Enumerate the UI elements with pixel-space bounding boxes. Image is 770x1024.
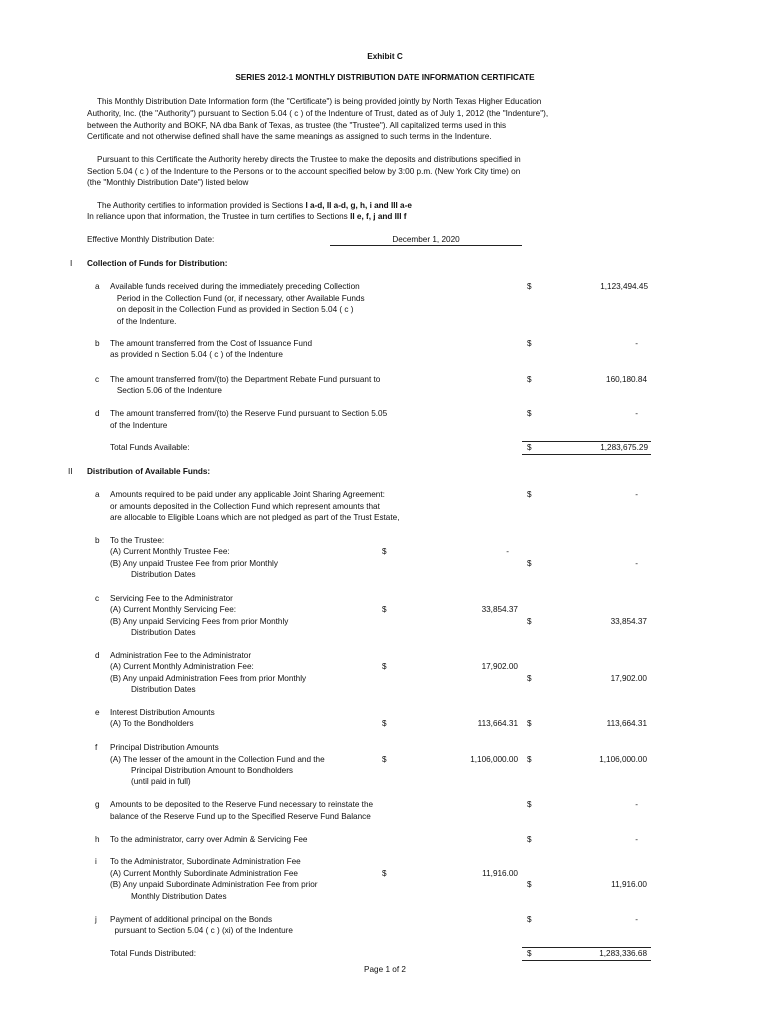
amount: 17,902.00 (610, 674, 647, 683)
item-text: Amounts to be deposited to the Reserve Fund necessary to reinstate the (110, 800, 374, 809)
item-title: To the Administrator, Subordinate Administration Fee (110, 857, 301, 866)
item-letter: d (95, 409, 100, 418)
intro-line: Section 5.04 ( c ) of the Indenture to the Persons or to the account specified below by 3:00 p.m. (New York City time) on (87, 167, 521, 176)
currency-symbol: $ (527, 443, 532, 452)
currency-symbol: $ (382, 547, 387, 556)
sub-item-text: (A) Current Monthly Servicing Fee: (110, 605, 237, 614)
document-title: SERIES 2012-1 MONTHLY DISTRIBUTION DATE INFORMATION CERTIFICATE (235, 73, 535, 82)
currency-symbol: $ (527, 835, 532, 844)
page-number: Page 1 of 2 (364, 965, 406, 974)
item-letter: d (95, 651, 100, 660)
currency-symbol: $ (527, 755, 532, 764)
intro-line: Pursuant to this Certificate the Authority hereby directs the Trustee to make the deposits and distributions specified in (97, 155, 521, 164)
sub-amount: - (506, 547, 509, 556)
item-letter: g (95, 800, 100, 809)
sub-amount: 11,916.00 (482, 869, 518, 878)
item-text: The amount transferred from/(to) the Department Rebate Fund pursuant to (110, 375, 381, 384)
trustee-certification-line (87, 212, 406, 222)
sub-item-text: (B) Any unpaid Administration Fees from prior Monthly (110, 674, 307, 683)
item-letter: b (95, 339, 100, 348)
item-text: on deposit in the Collection Fund as provided in Section 5.04 ( c ) (110, 305, 354, 314)
item-letter: b (95, 536, 100, 545)
sub-item-text: Distribution Dates (131, 570, 196, 579)
section-title: Distribution of Available Funds: (87, 467, 211, 476)
sub-item-text: Distribution Dates (131, 628, 196, 637)
item-letter: c (95, 594, 100, 603)
amount: - (635, 490, 638, 499)
currency-symbol: $ (527, 282, 532, 291)
currency-symbol: $ (527, 719, 532, 728)
item-text: To the administrator, carry over Admin & Servicing Fee (110, 835, 308, 844)
total-bottom-rule (522, 960, 651, 961)
item-text: Amounts required to be paid under any applicable Joint Sharing Agreement: (110, 490, 385, 499)
effective-date-underline (330, 245, 522, 246)
item-text: Available funds received during the immediately preceding Collection (110, 282, 360, 291)
sub-amount: 113,664.31 (477, 719, 518, 728)
intro-line: This Monthly Distribution Date Information form (the "Certificate") is being provided jointly by North Texas Higher Education (97, 97, 542, 106)
item-text: of the Indenture. (110, 317, 177, 326)
amount: 160,180.84 (606, 375, 647, 384)
section-number: I (70, 259, 73, 268)
total-amount: 1,283,675.29 (600, 443, 648, 452)
sub-item-text: (B) Any unpaid Subordinate Administration Fee from prior (110, 880, 318, 889)
item-letter: a (95, 490, 100, 499)
total-bottom-rule (522, 454, 651, 455)
currency-symbol: $ (527, 490, 532, 499)
intro-line: Certificate and not otherwise defined shall have the same meanings as assigned to such terms in the Indenture. (87, 132, 492, 141)
item-title: Administration Fee to the Administrator (110, 651, 252, 660)
amount: 11,916.00 (611, 880, 647, 889)
sub-item-text: Monthly Distribution Dates (131, 892, 227, 901)
currency-symbol: $ (527, 559, 532, 568)
item-text: pursuant to Section 5.04 ( c ) (xi) of the Indenture (110, 926, 293, 935)
sub-item-text: Distribution Dates (131, 685, 196, 694)
amount: 1,123,494.45 (600, 282, 648, 291)
amount: - (635, 409, 638, 418)
amount: - (635, 915, 638, 924)
sub-item-text: (B) Any unpaid Servicing Fees from prior Monthly (110, 617, 289, 626)
sub-item-text: (A) Current Monthly Trustee Fee: (110, 547, 230, 556)
section-number: II (68, 467, 73, 476)
sub-item-text: (A) To the Bondholders (110, 719, 194, 728)
total-top-rule (522, 947, 651, 948)
item-text: The amount transferred from/(to) the Reserve Fund pursuant to Section 5.05 (110, 409, 388, 418)
item-title: To the Trustee: (110, 536, 165, 545)
sub-item-text: (A) Current Monthly Subordinate Administration Fee (110, 869, 298, 878)
item-title: Servicing Fee to the Administrator (110, 594, 233, 603)
currency-symbol: $ (382, 755, 387, 764)
sub-amount: 33,854.37 (481, 605, 518, 614)
effective-date-label: Effective Monthly Distribution Date: (87, 235, 215, 244)
currency-symbol: $ (527, 949, 532, 958)
amount: - (635, 559, 638, 568)
currency-symbol: $ (527, 800, 532, 809)
certified-sections: I a-d, II a-d, g, h, i and III a-e (305, 201, 412, 210)
currency-symbol: $ (527, 674, 532, 683)
sub-amount: 1,106,000.00 (470, 755, 518, 764)
sub-item-text: Principal Distribution Amount to Bondholders (131, 766, 294, 775)
item-letter: a (95, 282, 100, 291)
item-text: Payment of additional principal on the Bonds (110, 915, 273, 924)
certification-line (97, 201, 412, 211)
sub-item-text: (A) The lesser of the amount in the Collection Fund and the (110, 755, 325, 764)
item-text: Period in the Collection Fund (or, if necessary, other Available Funds (110, 294, 365, 303)
effective-date-value: December 1, 2020 (392, 235, 460, 244)
total-top-rule (522, 441, 651, 442)
amount: - (635, 800, 638, 809)
amount: 33,854.37 (610, 617, 647, 626)
currency-symbol: $ (527, 880, 532, 889)
certified-sections: II e, f, j and III f (350, 212, 407, 221)
intro-line: (the "Monthly Distribution Date") listed below (87, 178, 249, 187)
amount: - (635, 835, 638, 844)
amount: 113,664.31 (606, 719, 647, 728)
item-text: Section 5.06 of the Indenture (110, 386, 222, 395)
certification-text: The Authority certifies to information provided is Sections (97, 201, 306, 210)
item-text: are allocable to Eligible Loans which are not pledged as part of the Trust Estate, (110, 513, 400, 522)
item-letter: c (95, 375, 100, 384)
sub-amount: 17,902.00 (481, 662, 518, 671)
item-text: or amounts deposited in the Collection Fund which represent amounts that (110, 502, 380, 511)
sub-item-text: (A) Current Monthly Administration Fee: (110, 662, 254, 671)
currency-symbol: $ (382, 869, 387, 878)
currency-symbol: $ (527, 339, 532, 348)
item-letter: e (95, 708, 100, 717)
item-letter: i (95, 857, 97, 866)
currency-symbol: $ (382, 662, 387, 671)
amount: - (635, 339, 638, 348)
item-letter: f (95, 743, 98, 752)
item-title: Interest Distribution Amounts (110, 708, 215, 717)
total-amount: 1,283,336.68 (599, 949, 647, 958)
item-text: balance of the Reserve Fund up to the Specified Reserve Fund Balance (110, 812, 371, 821)
intro-line: Authority, Inc. (the "Authority") pursuant to Section 5.04 ( c ) of the Indenture of Trust, dated as of July 1, 2012 (the "Indenture"), (87, 109, 549, 118)
currency-symbol: $ (527, 409, 532, 418)
total-label: Total Funds Available: (110, 443, 190, 452)
currency-symbol: $ (382, 719, 387, 728)
sub-item-text: (B) Any unpaid Trustee Fee from prior Monthly (110, 559, 278, 568)
item-text: The amount transferred from the Cost of Issuance Fund (110, 339, 313, 348)
item-text: of the Indenture (110, 421, 168, 430)
item-title: Principal Distribution Amounts (110, 743, 219, 752)
section-title: Collection of Funds for Distribution: (87, 259, 228, 268)
item-text: as provided n Section 5.04 ( c ) of the Indenture (110, 350, 283, 359)
amount: 1,106,000.00 (599, 755, 647, 764)
sub-item-text: (until paid in full) (131, 777, 191, 786)
item-letter: h (95, 835, 100, 844)
total-label: Total Funds Distributed: (110, 949, 197, 958)
item-letter: j (95, 915, 97, 924)
currency-symbol: $ (527, 617, 532, 626)
currency-symbol: $ (382, 605, 387, 614)
certification-text: In reliance upon that information, the Trustee in turn certifies to Sections (87, 212, 351, 221)
currency-symbol: $ (527, 915, 532, 924)
currency-symbol: $ (527, 375, 532, 384)
exhibit-label: Exhibit C (367, 52, 403, 61)
intro-line: between the Authority and BOKF, NA dba Bank of Texas, as trustee (the "Trustee"). All capitalized terms used in this (87, 121, 507, 130)
